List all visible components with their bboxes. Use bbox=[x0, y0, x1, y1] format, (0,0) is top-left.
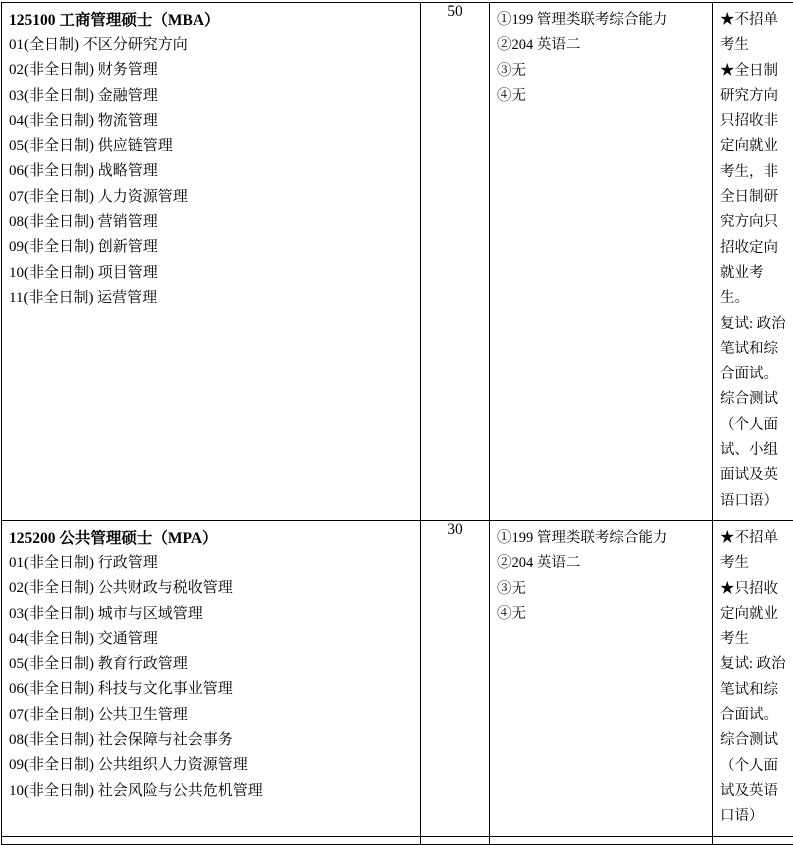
direction-item: 08(非全日制) 社会保障与社会事务 bbox=[9, 728, 414, 753]
direction-item: 07(非全日制) 人力资源管理 bbox=[9, 185, 414, 210]
program-title: 125100 工商管理硕士（MBA） bbox=[9, 8, 414, 33]
program-name-cell-partial bbox=[2, 836, 421, 844]
exam-subject-item: ③无 bbox=[497, 59, 706, 84]
direction-item: 10(非全日制) 社会风险与公共危机管理 bbox=[9, 779, 414, 804]
direction-item: 02(非全日制) 财务管理 bbox=[9, 58, 414, 83]
direction-item: 03(非全日制) 城市与区域管理 bbox=[9, 602, 414, 627]
quota-cell: 30 bbox=[421, 520, 490, 836]
direction-item: 05(非全日制) 供应链管理 bbox=[9, 134, 414, 159]
remarks-paragraph: 复试: 政治笔试和综合面试。综合测试（个人面试、小组面试及英语口语） bbox=[720, 312, 787, 514]
direction-item: 10(非全日制) 项目管理 bbox=[9, 261, 414, 286]
program-table bbox=[1, 2, 793, 845]
exam-subjects-cell bbox=[490, 3, 713, 521]
quota-cell: 50 bbox=[421, 3, 490, 521]
exam-subjects-cell bbox=[490, 520, 713, 836]
program-name-content bbox=[2, 521, 420, 810]
direction-item: 04(非全日制) 交通管理 bbox=[9, 627, 414, 652]
exam-subject-item: ④无 bbox=[497, 84, 706, 109]
remarks-cell bbox=[713, 520, 793, 836]
direction-item: 06(非全日制) 战略管理 bbox=[9, 159, 414, 184]
exam-subject-item: ④无 bbox=[497, 602, 706, 627]
table-row bbox=[2, 3, 793, 521]
table-row bbox=[2, 520, 793, 836]
exam-subject-item: ①199 管理类联考综合能力 bbox=[497, 8, 706, 33]
direction-item: 04(非全日制) 物流管理 bbox=[9, 109, 414, 134]
exam-subjects-cell-partial bbox=[490, 836, 713, 844]
exam-subject-item: ②204 英语二 bbox=[497, 551, 706, 576]
direction-item: 02(非全日制) 公共财政与税收管理 bbox=[9, 576, 414, 601]
direction-item: 09(非全日制) 创新管理 bbox=[9, 235, 414, 260]
exam-subject-item: ②204 英语二 bbox=[497, 33, 706, 58]
direction-item: 07(非全日制) 公共卫生管理 bbox=[9, 703, 414, 728]
direction-item: 09(非全日制) 公共组织人力资源管理 bbox=[9, 753, 414, 778]
direction-item: 06(非全日制) 科技与文化事业管理 bbox=[9, 677, 414, 702]
remarks-text bbox=[713, 3, 793, 520]
remarks-cell bbox=[713, 3, 793, 521]
remarks-paragraph: 复试: 政治笔试和综合面试。综合测试（个人面试及英语口语） bbox=[720, 652, 787, 829]
program-title: 125200 公共管理硕士（MPA） bbox=[9, 526, 414, 551]
direction-item: 01(全日制) 不区分研究方向 bbox=[9, 33, 414, 58]
exam-subject-item: ③无 bbox=[497, 577, 706, 602]
exam-subjects-content bbox=[490, 3, 712, 115]
remarks-paragraph: ★全日制研究方向只招收非定向就业考生，非全日制研究方向只招收定向就业考生。 bbox=[720, 59, 787, 312]
remarks-cell-partial bbox=[713, 836, 793, 844]
quota-cell-partial bbox=[421, 836, 490, 844]
remarks-paragraph: ★只招收定向就业考生 bbox=[720, 577, 787, 653]
direction-item: 03(非全日制) 金融管理 bbox=[9, 84, 414, 109]
document-page bbox=[0, 2, 793, 609]
direction-item: 08(非全日制) 营销管理 bbox=[9, 210, 414, 235]
remarks-text bbox=[713, 521, 793, 836]
table-body bbox=[2, 3, 793, 845]
remarks-paragraph: ★不招单考生 bbox=[720, 526, 787, 577]
exam-subjects-content bbox=[490, 521, 712, 633]
direction-item: 05(非全日制) 教育行政管理 bbox=[9, 652, 414, 677]
program-name-cell bbox=[2, 520, 421, 836]
program-name-cell bbox=[2, 3, 421, 521]
direction-item: 11(非全日制) 运营管理 bbox=[9, 286, 414, 311]
direction-item: 01(非全日制) 行政管理 bbox=[9, 551, 414, 576]
exam-subject-item: ①199 管理类联考综合能力 bbox=[497, 526, 706, 551]
table-row-partial bbox=[2, 836, 793, 844]
remarks-paragraph: ★不招单考生 bbox=[720, 8, 787, 59]
program-name-content bbox=[2, 3, 420, 317]
